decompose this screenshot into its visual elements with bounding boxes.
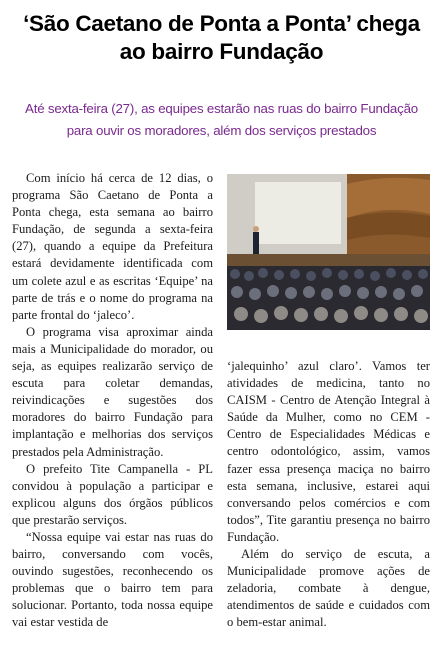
left-column: [12, 170, 213, 632]
subheadline: Até sexta-feira (27), as equipes estarão nas ruas do bairro Fundação para ouvir os moradores, além dos serviços prestados: [25, 101, 418, 138]
paragraph: “Nossa equipe vai estar nas ruas do bairro, conversando com vocês, ouvindo sugestões, reconhecendo os problemas que o bairro tem para solucionar. Portanto, toda nossa equipe vai estar vestida de: [12, 529, 213, 630]
paragraph: Com início há cerca de 12 dias, o programa São Caetano de Ponta a Ponta chega, esta semana ao bairro Fundação, de segunda a sexta-feira (27), quando a equipe da Prefeitura estará devidamente identificada com um colete azul e as escritas ‘Equipe’ na parte de trás e o nome do programa na parte frontal do ‘jaleco’.: [12, 171, 213, 322]
headline: ‘São Caetano de Ponta a Ponta’ chega ao bairro Fundação: [23, 11, 420, 64]
event-photo-icon: [227, 174, 430, 330]
paragraph: Além do serviço de escuta, a Municipalidade promove ações de zeladoria, combate à dengue, atendimentos de saúde e cuidados com o bem-estar animal.: [227, 547, 430, 630]
paragraph: O prefeito Tite Campanella - PL convidou à população a participar e explicou alguns dos órgãos públicos que prestarão serviços.: [12, 461, 213, 527]
paragraph-continuation: ‘jalequinho’ azul claro’. Vamos ter atividades de medicina, tanto no CAISM - Centro de Atenção Integral à Saúde da Mulher, como no CEM - Centro de Especialidades Médicas e centro odontológico, assim, vamos fazer essa presença maciça no bairro esta semana, inclusive, estarei aqui conversando pelos comércios e com todos”, Tite garantiu presença no bairro Fundação.: [227, 359, 430, 544]
event-photo: [227, 174, 430, 330]
right-column: [227, 358, 430, 632]
paragraph: O programa visa aproximar ainda mais a Municipalidade do morador, ou seja, as equipes realizarão serviço de escuta para coletar demandas, reivindicações e sugestões dos moradores do bairro Fundação para implantação e melhorias dos serviços prestados pela Administração.: [12, 324, 213, 459]
